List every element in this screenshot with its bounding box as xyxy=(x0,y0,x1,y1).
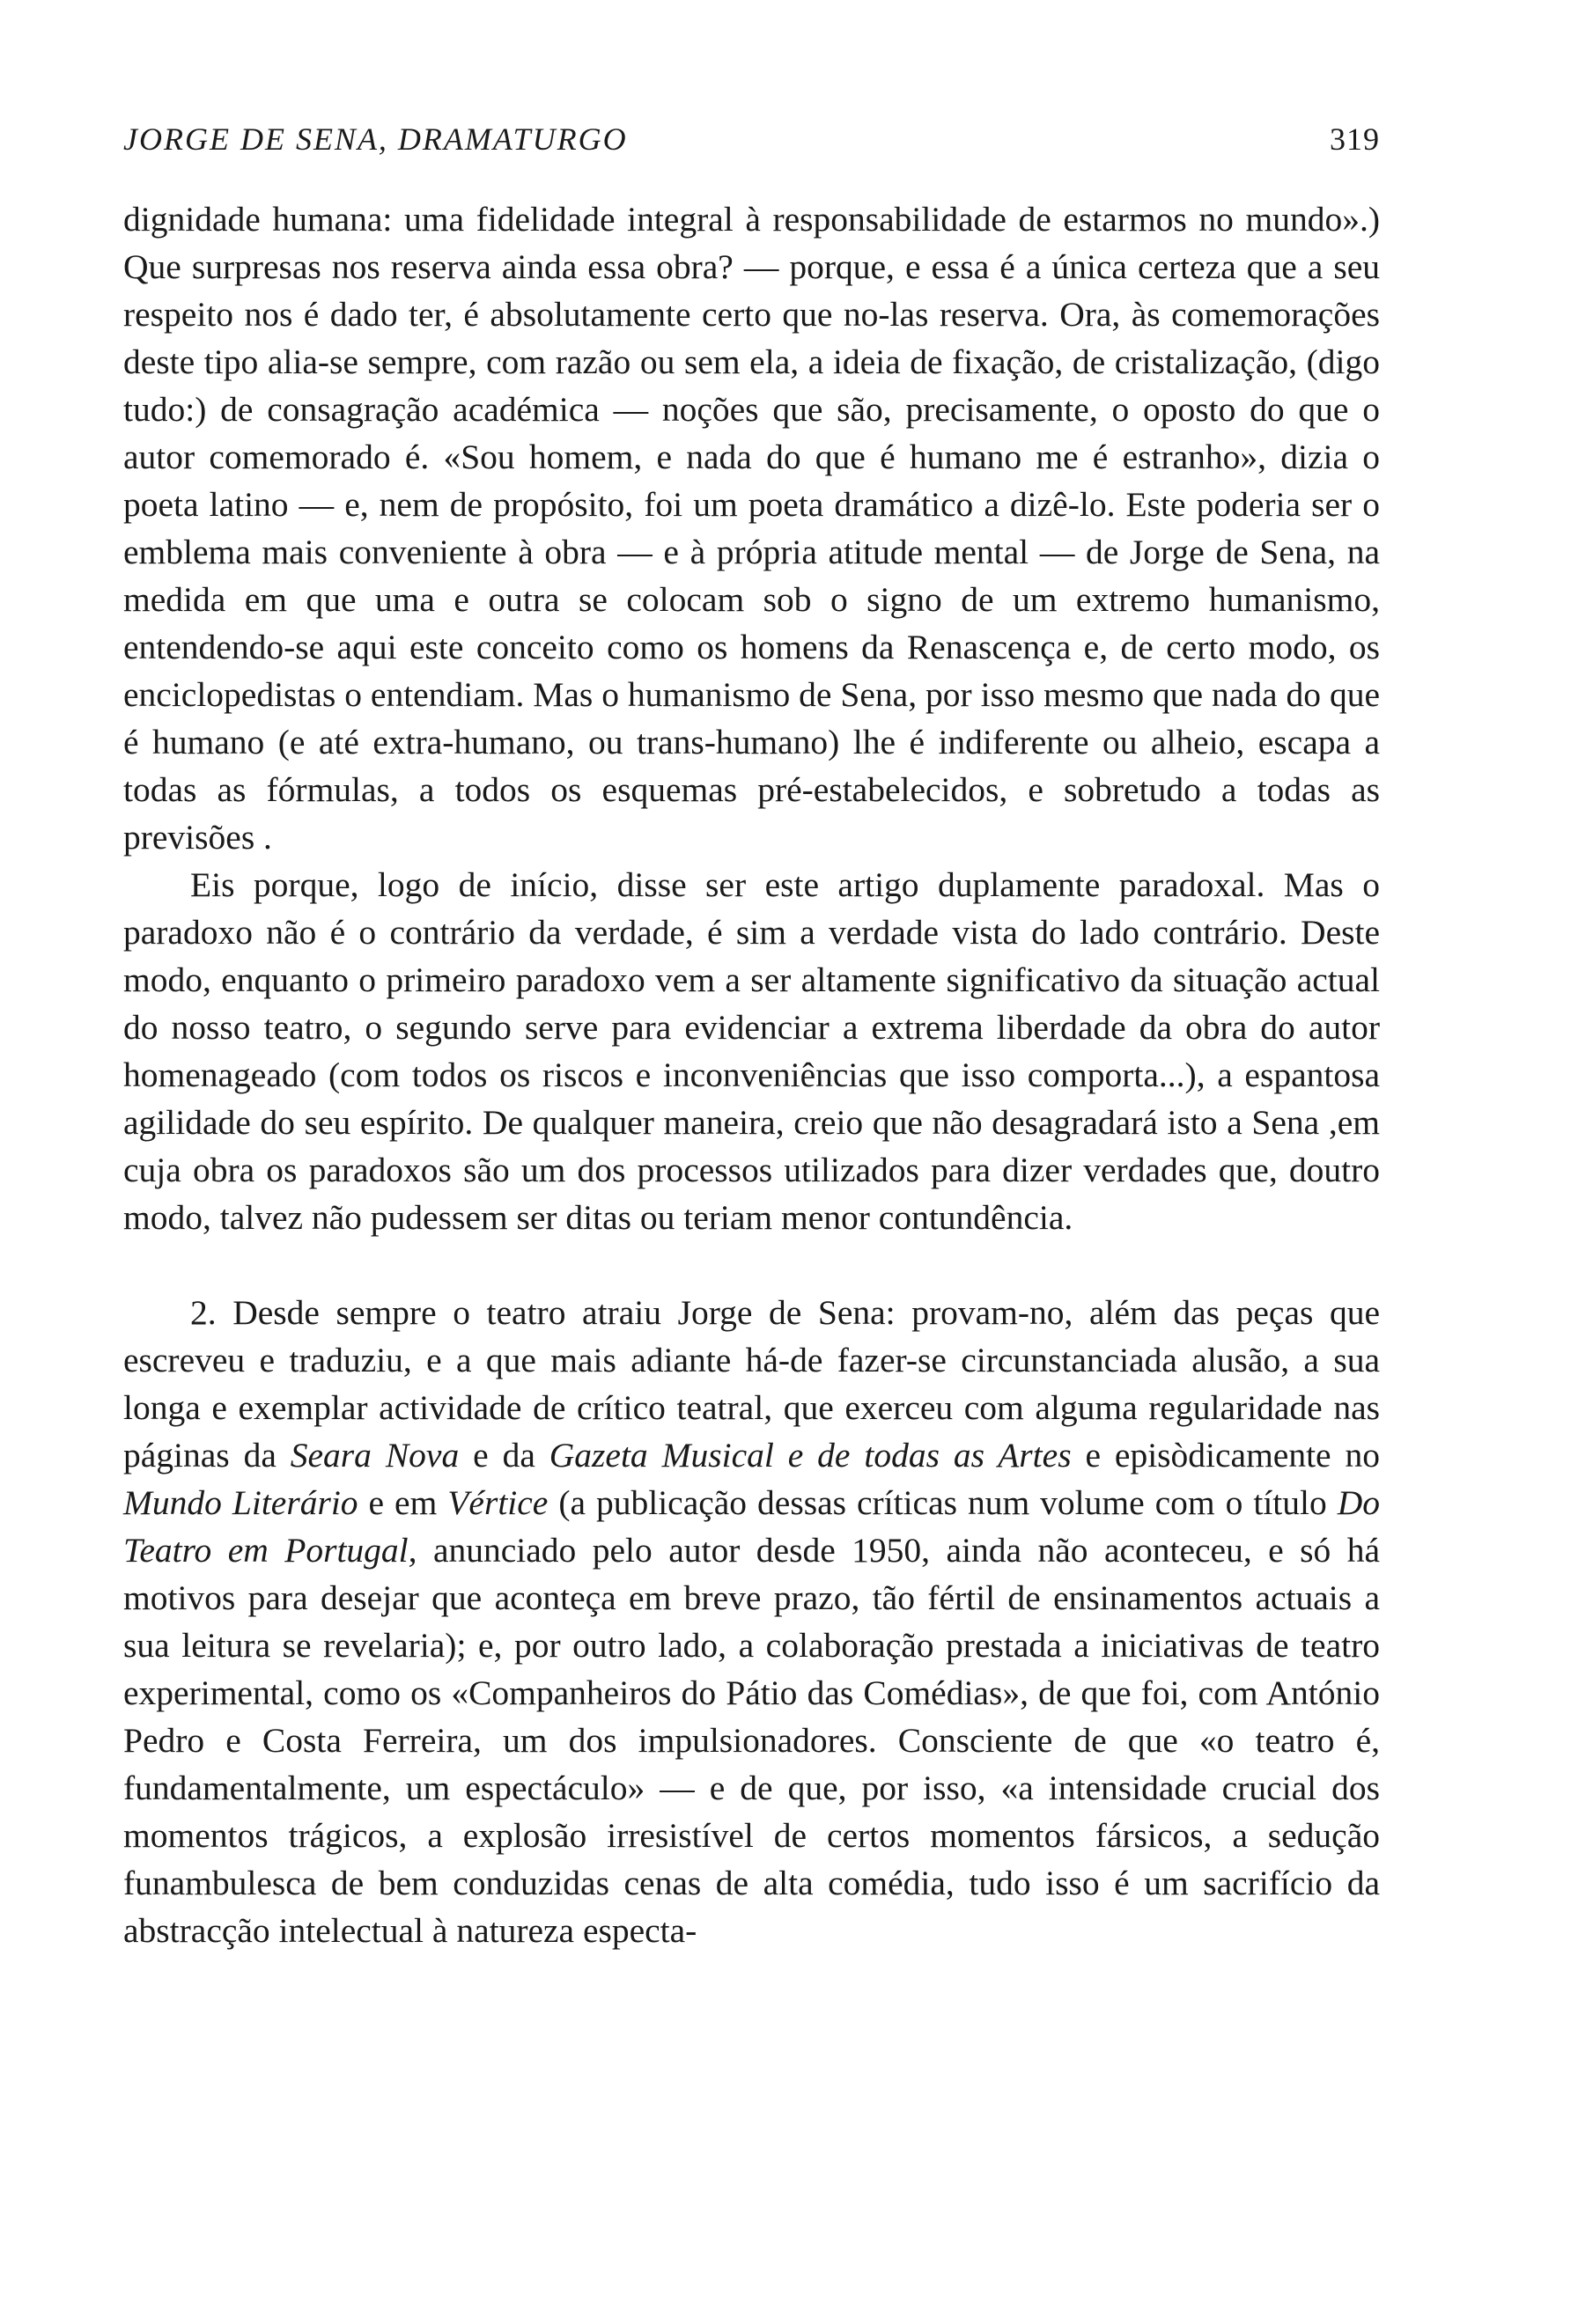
italic-title: Mundo Literário xyxy=(123,1483,358,1522)
paragraph-3 xyxy=(123,1289,1380,1954)
running-title: JORGE DE SENA, DRAMATURGO xyxy=(123,121,628,157)
section-gap xyxy=(123,1241,1380,1289)
text-span: e da xyxy=(459,1436,549,1475)
italic-title: Gazeta Musical e de todas as Artes xyxy=(549,1436,1072,1475)
italic-title: Vértice xyxy=(447,1483,549,1522)
text-span: 2. Desde sempre o teatro atraiu Jorge de Sena: provam-no, além das peças que escreveu e traduziu, e a que mais adiante há-de fazer-se circunstanciada alusão, a sua longa e exemplar actividade de crítico teatral, que exerceu com alguma regularidade nas páginas da xyxy=(123,1293,1380,1475)
running-head xyxy=(123,123,1380,155)
page xyxy=(123,123,1380,1954)
text-span: e episòdicamente no xyxy=(1071,1436,1380,1475)
text-span: (a publicação dessas críticas num volume com o título xyxy=(548,1483,1338,1522)
page-number: 319 xyxy=(1330,121,1380,157)
italic-title: Do Teatro em Portugal, xyxy=(123,1483,1380,1570)
text-span: anunciado pelo autor desde 1950, ainda não aconteceu, e só há motivos para desejar que aconteça em breve prazo, tão fértil de ensinamentos actuais a sua leitura se revelaria); e, por outro lado, a colaboração prestada a iniciativas de teatro experimental, como os «Companheiros do Pátio das Comédias», de que foi, com António Pedro e Costa Ferreira, um dos impulsionadores. Consciente de que «o teatro é, fundamentalmente, um espectáculo» — e de que, por isso, «a intensidade crucial dos momentos trágicos, a explosão irresistível de certos momentos fársicos, a sedução funambulesca de bem conduzidas cenas de alta comédia, tudo isso é um sacrifício da abstracção intelectual à natureza especta- xyxy=(123,1531,1380,1950)
text-span: e em xyxy=(358,1483,448,1522)
paragraph-2: Eis porque, logo de início, disse ser este artigo duplamente paradoxal. Mas o paradoxo não é o contrário da verdade, é sim a verdade vista do lado contrário. Deste modo, enquanto o primeiro paradoxo vem a ser altamente significativo da situação actual do nosso teatro, o segundo serve para evidenciar a extrema liberdade da obra do autor homenageado (com todos os riscos e inconveniências que isso comporta...), a espantosa agilidade do seu espírito. De qualquer maneira, creio que não desagradará isto a Sena ,em cuja obra os paradoxos são um dos processos utilizados para dizer verdades que, doutro modo, talvez não pudessem ser ditas ou teriam menor contundência. xyxy=(123,865,1380,1237)
paragraph-1: dignidade humana: uma fidelidade integral à responsabilidade de estarmos no mundo».) Que surpresas nos reserva ainda essa obra? — porque, e essa é a única certeza que a seu respeito nos é dado ter, é absolutamente certo que no-las reserva. Ora, às comemorações deste tipo alia-se sempre, com razão ou sem ela, a ideia de fixação, de cristalização, (digo tudo:) de consagração académica — noções que são, precisamente, o oposto do que o autor comemorado é. «Sou homem, e nada do que é humano me é estranho», dizia o poeta latino — e, nem de propósito, foi um poeta dramático a dizê-lo. Este poderia ser o emblema mais conveniente à obra — e à própria atitude mental — de Jorge de Sena, na medida em que uma e outra se colocam sob o signo de um extremo humanismo, entendendo-se aqui este conceito como os homens da Renascença e, de certo modo, os enciclopedistas o entendiam. Mas o humanismo de Sena, por isso mesmo que nada do que é humano (e até extra-humano, ou trans-humano) lhe é indiferente ou alheio, escapa a todas as fórmulas, a todos os esquemas pré-estabelecidos, e sobretudo a todas as previsões . xyxy=(123,200,1380,857)
italic-title: Seara Nova xyxy=(290,1436,460,1475)
